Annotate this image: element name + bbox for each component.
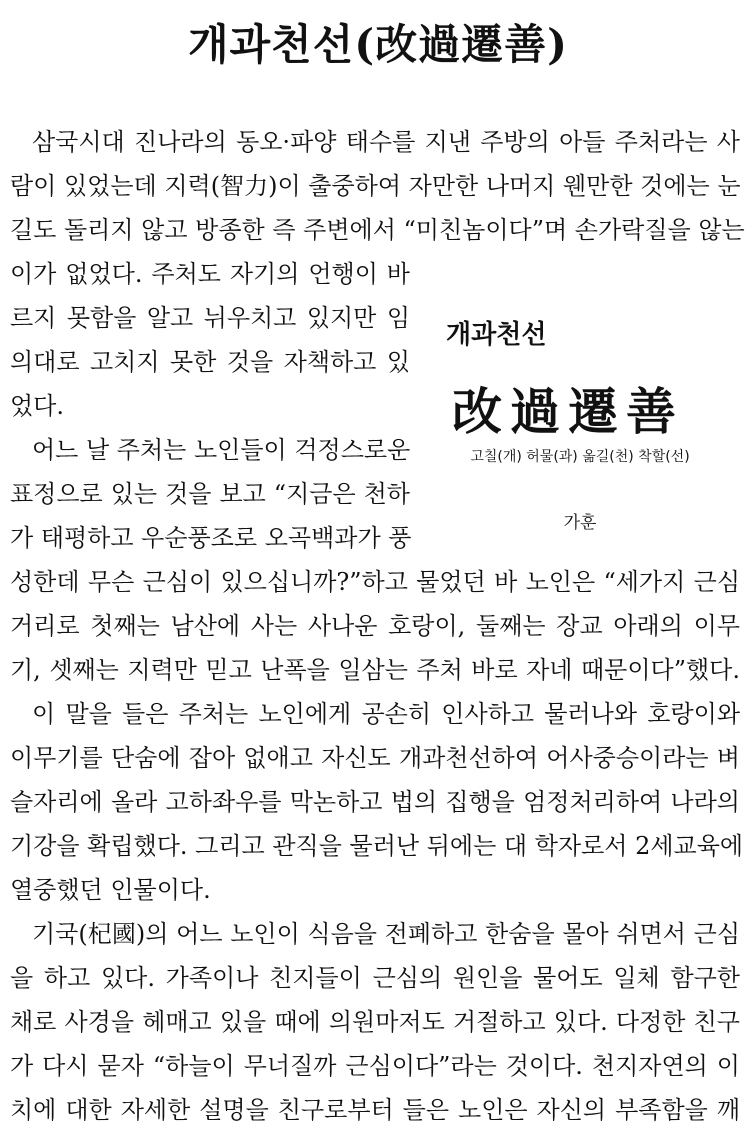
text-line: 슬자리에 올라 고하좌우를 막논하고 법의 집행을 엄정처리하여 나라의 [10,788,740,816]
text-line: 의대로 고치지 못한 것을 자책하고 있 [10,348,410,376]
text-line: 열중했던 인물이다. [10,876,211,904]
text-line: 이가 없었다. 주처도 자기의 언행이 바 [10,260,410,288]
text-line: 람이 있었는데 지력(智力)이 출중하여 자만한 나머지 웬만한 것에는 눈 [10,172,741,200]
text-line: 가 태평하고 우순풍조로 오곡백과가 풍 [10,524,412,552]
text-line: 거리로 첫째는 남산에 사는 사나운 호랑이, 둘째는 장교 아래의 이무 [10,612,740,640]
motto-figure [430,300,730,540]
text-line: 채로 사경을 헤매고 있을 때에 의원마저도 거절하고 있다. 다정한 친구 [10,1008,740,1036]
text-line: 었다. [10,392,64,420]
text-line: 을 하고 있다. 가족이나 친지들이 근심의 원인을 물어도 일체 함구한 [10,964,740,992]
figure-hanja: 改過遷善 [452,383,684,441]
text-line: 이무기를 단숨에 잡아 없애고 자신도 개과천선하여 어사중승이라는 벼 [10,744,740,772]
page-title: 개과천선(改過遷善) [187,20,569,69]
text-line: 기, 셋째는 지력만 믿고 난폭을 일삼는 주처 바로 자네 때문이다”했다. [10,656,740,684]
text-line: 기강을 확립했다. 그리고 관직을 물러난 뒤에는 대 학자로서 2세교육에 [10,832,744,860]
text-line: 어느 날 주처는 노인들이 걱정스로운 [32,436,411,464]
text-line: 길도 돌리지 않고 방종한 즉 주변에서 “미친놈이다”며 손가락질을 않는 [10,216,745,244]
figure-gloss: 고칠(개) 허물(과) 옮길(천) 착할(선) [470,449,690,465]
figure-korean-title: 개과천선 [446,320,547,350]
text-line: 르지 못함을 알고 뉘우치고 있지만 임 [10,304,410,332]
text-line: 가 다시 묻자 “하늘이 무너질까 근심이다”라는 것이다. 천지자연의 이 [10,1052,740,1080]
text-line: 이 말을 들은 주처는 노인에게 공손히 인사하고 물러나와 호랑이와 [32,700,740,728]
text-line: 삼국시대 진나라의 동오·파양 태수를 지낸 주방의 아들 주처라는 사 [32,128,740,156]
figure-caption: 가훈 [563,513,597,533]
text-line: 기국(杞國)의 어느 노인이 식음을 전폐하고 한숨을 몰아 쉬면서 근심 [32,920,740,948]
text-line: 성한데 무슨 근심이 있으십니까?”하고 물었던 바 노인은 “세가지 근심 [10,568,740,596]
text-line: 표정으로 있는 것을 보고 “지금은 천하 [10,480,410,508]
text-line: 치에 대한 자세한 설명을 친구로부터 들은 노인은 자신의 부족함을 깨 [10,1096,740,1124]
